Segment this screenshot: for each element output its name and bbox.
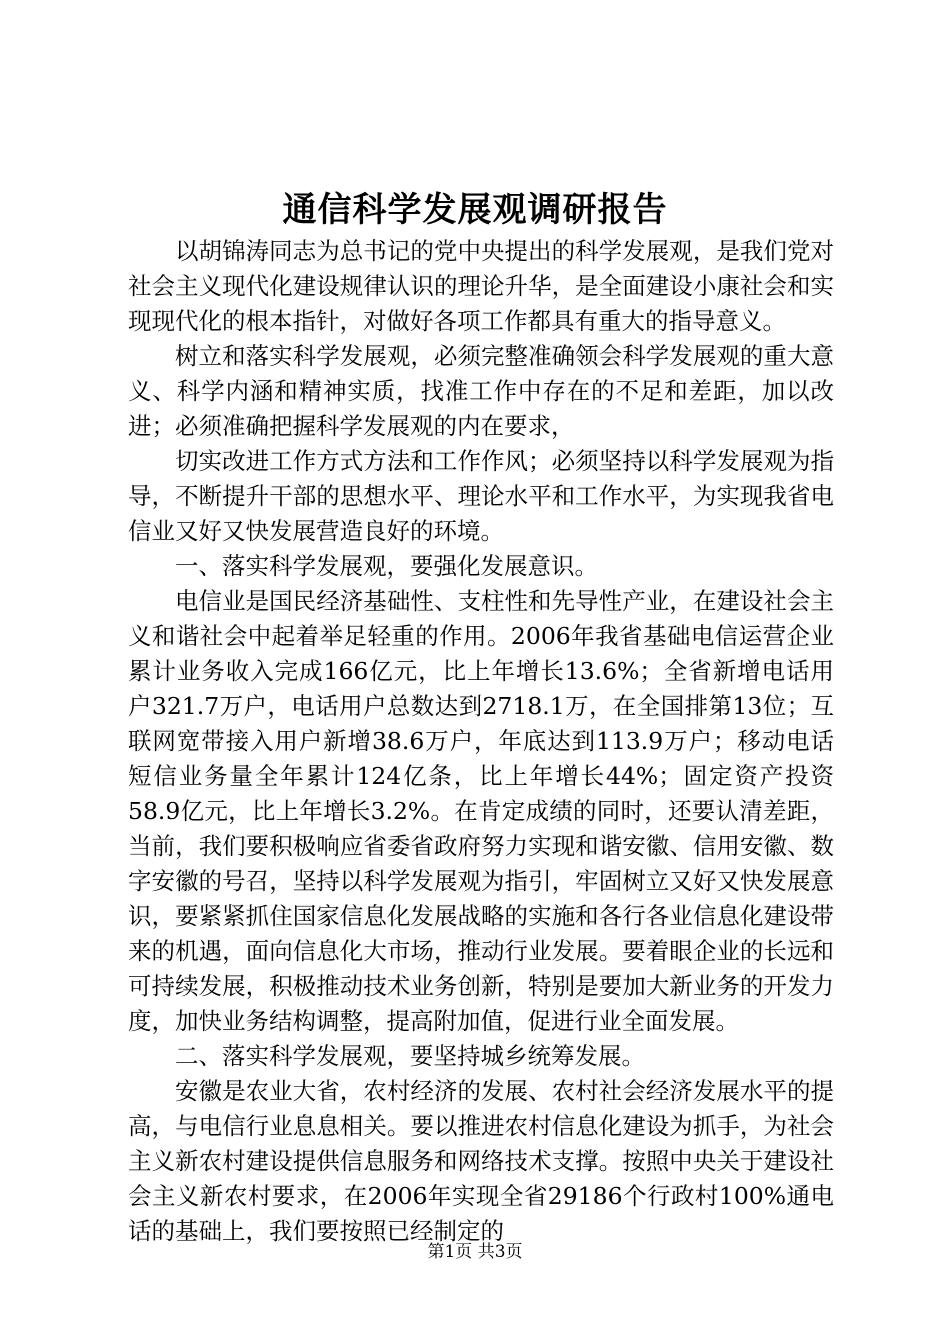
document-title: 通信科学发展观调研报告: [282, 190, 668, 230]
page-footer: 第1页 共3页: [427, 1242, 523, 1262]
paragraph-telecom-industry: 电信业是国民经济基础性、支柱性和先导性产业，在建设社会主义和谐社会中起着举足轻重的作用。2006年我省基础电信运营企业累计业务收入完成166亿元，比上年增长13.6%；全省新增电话用户321.7万户，电话用户总数达到2718.1万，在全国排第13位；互联网宽带接入用户新增38.6万户，年底达到113.9万户；移动电话短信业务量全年累计124亿条，比上年增长44%；固定资产投资58.9亿元，比上年增长3.2%。在肯定成绩的同时，还要认清差距，当前，我们要积极响应省委省政府努力实现和谐安徽、信用安徽、数字安徽的号召，坚持以科学发展观为指引，牢固树立又好又快发展意识，要紧紧抓住国家信息化发展战略的实施和各行各业信息化建设带来的机遇，面向信息化大市场，推动行业发展。要着眼企业的长远和可持续发展，积极推动技术业务创新，特别是要加大新业务的开发力度，加快业务结构调整，提高附加值，促进行业全面发展。: [128, 587, 834, 1035]
section-heading-2: 二、落实科学发展观，要坚持城乡统筹发展。: [175, 1042, 645, 1070]
document-body: [128, 234, 834, 1249]
section-heading-1: 一、落实科学发展观，要强化发展意识。: [175, 552, 598, 580]
paragraph-work-style: 切实改进工作方式方法和工作作风；必须坚持以科学发展观为指导，不断提升干部的思想水平、理论水平和工作水平，为实现我省电信业又好又快发展营造良好的环境。: [128, 447, 834, 545]
paragraph-requirements: 树立和落实科学发展观，必须完整准确领会科学发展观的重大意义、科学内涵和精神实质，找准工作中存在的不足和差距，加以改进；必须准确把握科学发展观的内在要求，: [128, 342, 834, 440]
paragraph-intro: 以胡锦涛同志为总书记的党中央提出的科学发展观，是我们党对社会主义现代化建设规律认识的理论升华，是全面建设小康社会和实现现代化的根本指针，对做好各项工作都具有重大的指导意义。: [128, 237, 834, 335]
paragraph-rural-development: 安徽是农业大省，农村经济的发展、农村社会经济发展水平的提高，与电信行业息息相关。要以推进农村信息化建设为抓手，为社会主义新农村建设提供信息服务和网络技术支撑。按照中央关于建设社会主义新农村要求，在2006年实现全省29186个行政村100%通电话的基础上，我们要按照已经制定的: [128, 1077, 834, 1245]
